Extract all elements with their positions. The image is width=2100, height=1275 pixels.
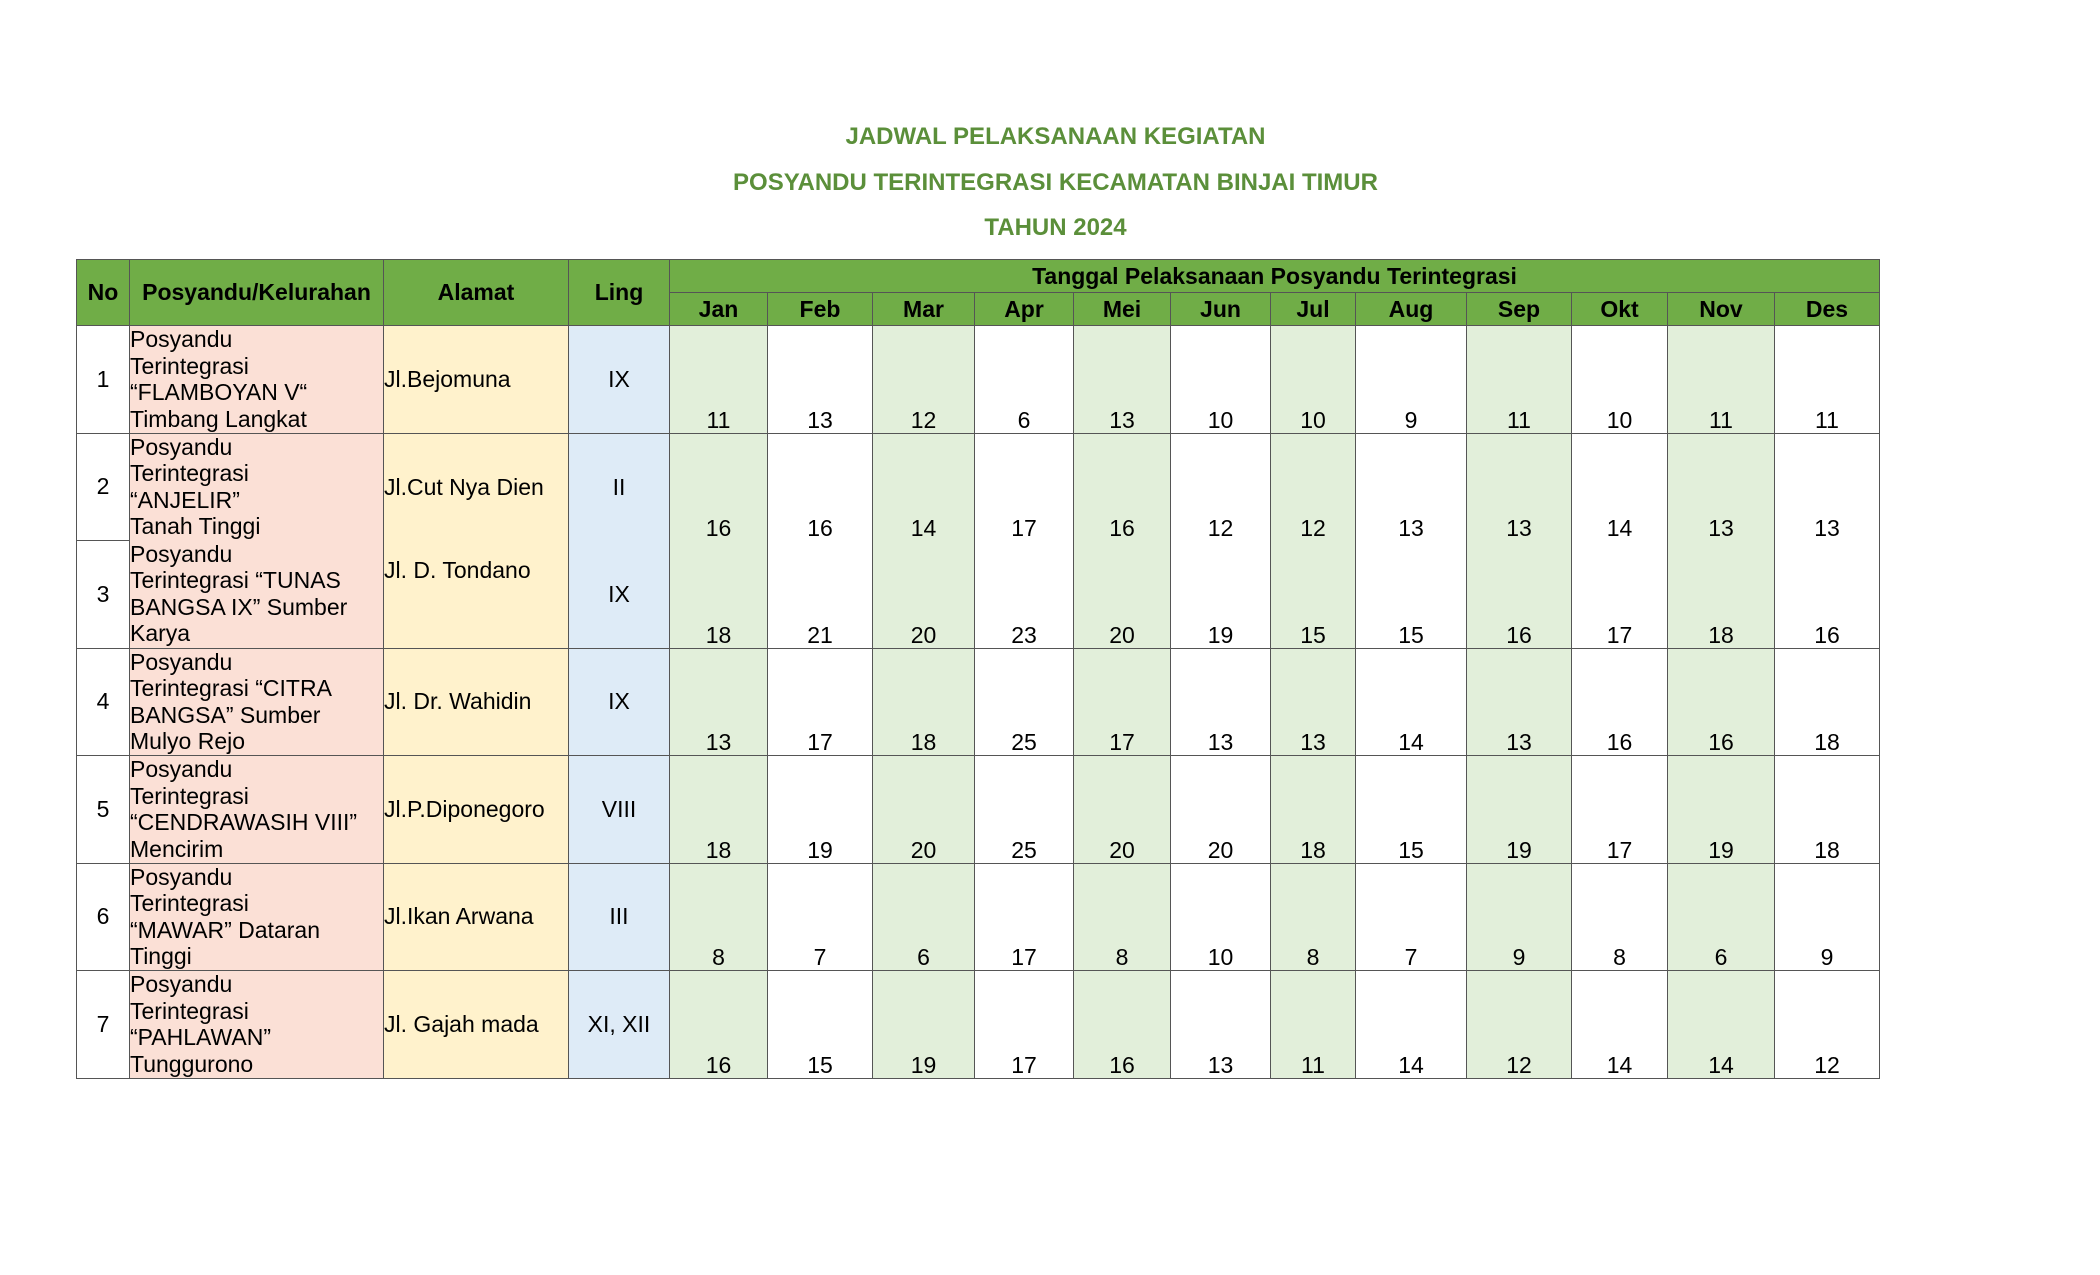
- row-number: 5: [77, 756, 130, 864]
- title-line-2: POSYANDU TERINTEGRASI KECAMATAN BINJAI TIMUR: [733, 168, 1378, 196]
- date-cell-feb: 15: [768, 971, 873, 1079]
- date-cell-jul: 15: [1271, 541, 1356, 649]
- row-number: 1: [77, 326, 130, 434]
- date-cell-aug: 15: [1356, 541, 1467, 649]
- table-row: [77, 433, 1880, 541]
- header-month-aug: Aug: [1356, 293, 1467, 326]
- header-month-apr: Apr: [975, 293, 1074, 326]
- date-cell-nov: 16: [1668, 648, 1775, 756]
- date-cell-jul: 8: [1271, 863, 1356, 971]
- date-cell-jun: 19: [1171, 541, 1271, 649]
- date-cell-nov: 18: [1668, 541, 1775, 649]
- date-cell-des: 12: [1775, 971, 1880, 1079]
- posyandu-name-line: Posyandu: [130, 863, 233, 890]
- date-cell-mei: 16: [1074, 971, 1171, 1079]
- posyandu-name: [130, 541, 384, 649]
- date-cell-jan: 8: [670, 863, 768, 971]
- date-cell-sep: 9: [1467, 863, 1572, 971]
- lingkungan: IX: [569, 541, 670, 649]
- table-row: [77, 648, 1880, 756]
- posyandu-name: [130, 971, 384, 1079]
- date-cell-okt: 8: [1572, 863, 1668, 971]
- date-cell-feb: 7: [768, 863, 873, 971]
- table-body: [77, 326, 1880, 1079]
- posyandu-name-line: Terintegrasi: [130, 782, 249, 809]
- posyandu-name-line: Terintegrasi: [130, 890, 249, 916]
- lingkungan: IX: [569, 648, 670, 756]
- date-cell-apr: 17: [975, 971, 1074, 1079]
- title-line-3: TAHUN 2024: [984, 214, 1127, 241]
- header-month-nov: Nov: [1668, 293, 1775, 326]
- header-month-mar: Mar: [873, 293, 975, 326]
- date-cell-nov: 14: [1668, 971, 1775, 1079]
- lingkungan: VIII: [569, 756, 670, 864]
- posyandu-name-line: Mulyo Rejo: [130, 728, 246, 754]
- posyandu-name-line: Tunggurono: [130, 1050, 254, 1077]
- date-cell-okt: 16: [1572, 648, 1668, 756]
- date-cell-aug: 9: [1356, 326, 1467, 434]
- posyandu-name-line: Tanah Tinggi: [130, 513, 261, 539]
- table-header: [77, 260, 1880, 326]
- table-row: [77, 326, 1880, 434]
- date-cell-mei: 16: [1074, 433, 1171, 541]
- date-cell-jul: 10: [1271, 326, 1356, 434]
- date-cell-nov: 19: [1668, 756, 1775, 864]
- header-month-jul: Jul: [1271, 293, 1356, 326]
- date-cell-nov: 6: [1668, 863, 1775, 971]
- row-number: 7: [77, 971, 130, 1079]
- address: Jl.Cut Nya Dien: [384, 433, 569, 541]
- row-number: 2: [77, 433, 130, 541]
- table-row: [77, 541, 1880, 649]
- header-no: No: [77, 260, 130, 326]
- date-cell-jul: 11: [1271, 971, 1356, 1079]
- date-cell-jan: 16: [670, 433, 768, 541]
- posyandu-name-line: Mencirim: [130, 835, 224, 862]
- posyandu-name-line: Terintegrasi: [130, 352, 249, 379]
- date-cell-okt: 14: [1572, 433, 1668, 541]
- header-ling: Ling: [569, 260, 670, 326]
- lingkungan: XI, XII: [569, 971, 670, 1079]
- date-cell-mei: 13: [1074, 326, 1171, 434]
- header-month-okt: Okt: [1572, 293, 1668, 326]
- posyandu-name: [130, 756, 384, 864]
- date-cell-jan: 16: [670, 971, 768, 1079]
- date-cell-sep: 13: [1467, 648, 1572, 756]
- date-cell-jul: 12: [1271, 433, 1356, 541]
- date-cell-okt: 17: [1572, 756, 1668, 864]
- date-cell-jun: 10: [1171, 326, 1271, 434]
- date-cell-jun: 13: [1171, 971, 1271, 1079]
- posyandu-name-line: “ANJELIR”: [130, 486, 240, 513]
- date-cell-des: 18: [1775, 648, 1880, 756]
- date-cell-apr: 25: [975, 756, 1074, 864]
- posyandu-name-line: Tinggi: [130, 943, 192, 969]
- date-cell-aug: 15: [1356, 756, 1467, 864]
- date-cell-mei: 17: [1074, 648, 1171, 756]
- lingkungan: III: [569, 863, 670, 971]
- date-cell-apr: 23: [975, 541, 1074, 649]
- date-cell-sep: 12: [1467, 971, 1572, 1079]
- date-cell-jan: 18: [670, 756, 768, 864]
- lingkungan: II: [569, 433, 670, 541]
- posyandu-name-line: Terintegrasi “TUNAS: [130, 567, 341, 593]
- date-cell-des: 9: [1775, 863, 1880, 971]
- header-month-jun: Jun: [1171, 293, 1271, 326]
- address: Jl. Gajah mada: [384, 971, 569, 1079]
- date-cell-feb: 13: [768, 326, 873, 434]
- date-cell-jun: 20: [1171, 756, 1271, 864]
- date-cell-aug: 7: [1356, 863, 1467, 971]
- posyandu-name-line: Posyandu: [130, 756, 233, 782]
- address: Jl.Ikan Arwana: [384, 863, 569, 971]
- posyandu-name-line: Terintegrasi: [130, 997, 249, 1024]
- date-cell-jan: 13: [670, 648, 768, 756]
- date-cell-des: 16: [1775, 541, 1880, 649]
- date-cell-des: 18: [1775, 756, 1880, 864]
- date-cell-sep: 19: [1467, 756, 1572, 864]
- posyandu-name-line: Posyandu: [130, 540, 233, 567]
- date-cell-feb: 17: [768, 648, 873, 756]
- posyandu-name-line: Timbang Langkat: [130, 405, 307, 432]
- date-cell-apr: 25: [975, 648, 1074, 756]
- posyandu-name: [130, 648, 384, 756]
- date-cell-mar: 19: [873, 971, 975, 1079]
- posyandu-name-line: “MAWAR” Dataran: [130, 916, 320, 943]
- date-cell-mei: 20: [1074, 541, 1171, 649]
- table-row: [77, 971, 1880, 1079]
- date-cell-mar: 20: [873, 541, 975, 649]
- date-cell-jun: 10: [1171, 863, 1271, 971]
- date-cell-nov: 11: [1668, 326, 1775, 434]
- date-cell-mei: 8: [1074, 863, 1171, 971]
- date-cell-apr: 17: [975, 433, 1074, 541]
- date-cell-des: 11: [1775, 326, 1880, 434]
- header-posyandu: Posyandu/Kelurahan: [130, 260, 384, 326]
- posyandu-name: [130, 433, 384, 541]
- date-cell-feb: 16: [768, 433, 873, 541]
- date-cell-aug: 14: [1356, 971, 1467, 1079]
- row-number: 4: [77, 648, 130, 756]
- date-cell-feb: 19: [768, 756, 873, 864]
- schedule-table: [76, 259, 1880, 1079]
- header-month-mei: Mei: [1074, 293, 1171, 326]
- header-tanggal: Tanggal Pelaksanaan Posyandu Terintegrasi: [670, 260, 1880, 293]
- posyandu-name-line: BANGSA” Sumber: [130, 701, 321, 728]
- date-cell-jul: 13: [1271, 648, 1356, 756]
- posyandu-name-line: Posyandu: [130, 433, 233, 460]
- title-line-1: JADWAL PELAKSANAAN KEGIATAN: [845, 123, 1266, 150]
- header-month-sep: Sep: [1467, 293, 1572, 326]
- address: Jl. Dr. Wahidin: [384, 648, 569, 756]
- address: Jl. D. Tondano: [384, 541, 569, 649]
- posyandu-name-line: “FLAMBOYAN V“: [130, 379, 308, 405]
- posyandu-name-line: Posyandu: [130, 326, 233, 352]
- date-cell-mar: 14: [873, 433, 975, 541]
- header-month-feb: Feb: [768, 293, 873, 326]
- header-alamat: Alamat: [384, 260, 569, 326]
- date-cell-nov: 13: [1668, 433, 1775, 541]
- row-number: 3: [77, 541, 130, 649]
- date-cell-apr: 6: [975, 326, 1074, 434]
- table-row: [77, 756, 1880, 864]
- date-cell-sep: 11: [1467, 326, 1572, 434]
- posyandu-name-line: “PAHLAWAN”: [130, 1024, 271, 1050]
- header-month-jan: Jan: [670, 293, 768, 326]
- row-number: 6: [77, 863, 130, 971]
- date-cell-jan: 11: [670, 326, 768, 434]
- date-cell-jun: 12: [1171, 433, 1271, 541]
- date-cell-feb: 21: [768, 541, 873, 649]
- date-cell-mar: 12: [873, 326, 975, 434]
- date-cell-okt: 10: [1572, 326, 1668, 434]
- date-cell-mar: 6: [873, 863, 975, 971]
- date-cell-okt: 14: [1572, 971, 1668, 1079]
- date-cell-aug: 13: [1356, 433, 1467, 541]
- date-cell-mar: 20: [873, 756, 975, 864]
- date-cell-des: 13: [1775, 433, 1880, 541]
- posyandu-name-line: Posyandu: [130, 648, 233, 675]
- date-cell-jan: 18: [670, 541, 768, 649]
- date-cell-mei: 20: [1074, 756, 1171, 864]
- date-cell-aug: 14: [1356, 648, 1467, 756]
- address: Jl.Bejomuna: [384, 326, 569, 434]
- posyandu-name-line: “CENDRAWASIH VIII”: [130, 809, 358, 835]
- posyandu-name-line: BANGSA IX” Sumber: [130, 593, 348, 620]
- date-cell-jun: 13: [1171, 648, 1271, 756]
- posyandu-name-line: Posyandu: [130, 971, 233, 997]
- table-row: [77, 863, 1880, 971]
- date-cell-sep: 16: [1467, 541, 1572, 649]
- posyandu-name-line: Terintegrasi: [130, 460, 249, 486]
- address: Jl.P.Diponegoro: [384, 756, 569, 864]
- date-cell-sep: 13: [1467, 433, 1572, 541]
- document-title: [76, 118, 2035, 255]
- date-cell-mar: 18: [873, 648, 975, 756]
- lingkungan: IX: [569, 326, 670, 434]
- date-cell-apr: 17: [975, 863, 1074, 971]
- posyandu-name-line: Karya: [130, 620, 191, 646]
- posyandu-name-line: Terintegrasi “CITRA: [130, 675, 332, 701]
- date-cell-jul: 18: [1271, 756, 1356, 864]
- header-month-des: Des: [1775, 293, 1880, 326]
- date-cell-okt: 17: [1572, 541, 1668, 649]
- posyandu-name: [130, 326, 384, 434]
- posyandu-name: [130, 863, 384, 971]
